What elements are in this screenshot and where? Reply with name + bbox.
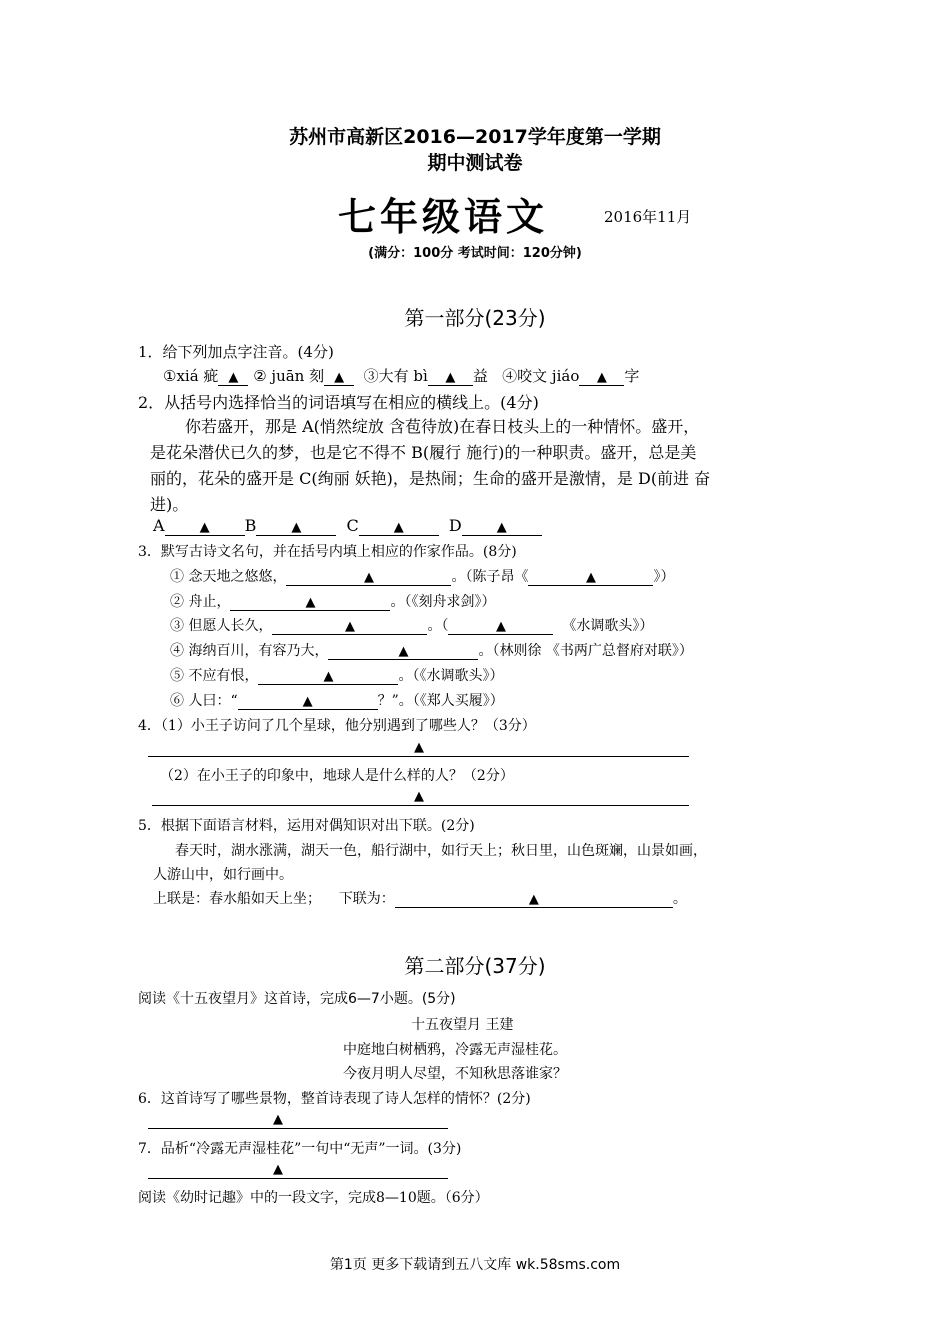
- q6-answer-line[interactable]: [148, 1128, 448, 1129]
- q3-stem: 3．默写古诗文名句，并在括号内填上相应的作家作品。(8分): [138, 544, 517, 560]
- q1-b-blank[interactable]: ▲: [324, 371, 354, 386]
- q3-l5-text: ⑤ 不应有恨，: [170, 668, 259, 684]
- title-line1: 苏州市高新区2016—2017学年度第一学期: [289, 126, 661, 148]
- q3-l2-blank[interactable]: ▲: [230, 596, 390, 611]
- q7-stem: 7．品析“冷露无声湿桂花”一句中“无声”一词。(3分): [138, 1141, 462, 1157]
- q3-line5: [170, 665, 503, 685]
- q2-label-d: D: [448, 516, 462, 535]
- q4-s1: 4．（1）小王子访问了几个星球，他分别遇到了哪些人？（3分）: [138, 718, 536, 734]
- q3-l3-blank2[interactable]: ▲: [448, 620, 553, 635]
- q4-s2: （2）在小王子的印象中，地球人是什么样的人？（2分）: [160, 768, 514, 784]
- q2-d-blank[interactable]: ▲: [462, 521, 542, 536]
- q3-line6: [170, 690, 504, 710]
- q5-p2: 人游山中，如行画中。: [153, 867, 293, 883]
- q3-line3: [170, 615, 653, 635]
- q3-l1-blank2[interactable]: ▲: [528, 571, 653, 586]
- q6-stem: 6．这首诗写了哪些景物，整首诗表现了诗人怎样的情怀？(2分): [138, 1091, 531, 1107]
- q3-l6-text: ⑥ 人曰：“: [170, 693, 238, 709]
- q1-c: ③大有 bì: [363, 367, 428, 385]
- q4-s2-answer-line[interactable]: [152, 805, 689, 806]
- q2-label-c: C: [346, 516, 359, 535]
- q2-label-b: B: [244, 516, 257, 535]
- q2-answers: [153, 516, 542, 536]
- q3-l1-text: ① 念天地之悠悠，: [170, 569, 287, 585]
- q5-stem: 5．根据下面语言材料，运用对偶知识对出下联。(2分): [138, 818, 475, 834]
- section1-title: 第一部分(23分): [404, 306, 546, 330]
- q5-answer-blank[interactable]: ▲: [395, 893, 673, 908]
- q3-line2: [170, 591, 495, 611]
- q2-p1: 你若盛开，那是 A(悄然绽放 含苞待放)在春日枝头上的一种情怀。盛开，: [185, 417, 700, 436]
- q7-answer-line[interactable]: [148, 1178, 448, 1179]
- q2-a-blank[interactable]: ▲: [165, 521, 245, 536]
- q1-d-blank[interactable]: ▲: [579, 371, 624, 386]
- q3-l6-blank[interactable]: ▲: [238, 695, 378, 710]
- exam-info: (满分：100分 考试时间：120分钟): [368, 246, 582, 261]
- q7-marker: ▲: [273, 1162, 283, 1177]
- poem-line2: 今夜月明人尽望，不知秋思落谁家？: [343, 1066, 567, 1082]
- q2-p2: 是花朵潜伏已久的梦，也是它不得不 B(履行 施行)的一种职责。盛开，总是美: [150, 443, 697, 462]
- q1-c-after: 益: [472, 367, 488, 385]
- q3-l4-source: 。（林则徐 《书两广总督府对联》）: [478, 643, 693, 659]
- poem-line1: 中庭地白树栖鸦，冷露无声湿桂花。: [343, 1042, 567, 1058]
- q3-l5-source: 。（《水调歌头》）: [398, 668, 504, 684]
- reading-intro: 阅读《幼时记趣》中的一段文字，完成8—10题。（6分）: [138, 1190, 489, 1206]
- q3-l3-text: ③ 但愿人长久，: [170, 618, 273, 634]
- q3-l1-blank[interactable]: ▲: [286, 571, 451, 586]
- q1-stem: 1．给下列加点字注音。(4分): [138, 343, 334, 361]
- q4-s1-marker: ▲: [414, 740, 424, 755]
- q3-l3-source: 《水调歌头》）: [562, 618, 654, 634]
- q5-upper: 上联是：春水船如天上坐；: [153, 891, 321, 907]
- page-footer: 第1页 更多下载请到五八文库 wk.58sms.com: [329, 1257, 621, 1273]
- q2-c-blank[interactable]: ▲: [359, 521, 439, 536]
- q4-s1-answer-line[interactable]: [148, 756, 689, 757]
- q1-d: ④咬文 jiáo: [502, 367, 580, 385]
- subject-title: 七年级语文: [338, 195, 549, 239]
- q1-d-after: 字: [624, 367, 640, 385]
- q3-l3-paren: 。（: [427, 618, 449, 634]
- q4-s2-marker: ▲: [414, 789, 424, 804]
- q5-lower: 下联为：: [338, 891, 395, 907]
- q3-l2-source: 。（《刻舟求剑》）: [390, 594, 496, 610]
- q5-p1: 春天时，湖水涨满，湖天一色，船行湖中，如行天上；秋日里，山色斑斓，山景如画，: [175, 843, 707, 859]
- q1-b: ② juān 刻: [253, 367, 325, 385]
- q1-a-blank[interactable]: ▲: [218, 371, 248, 386]
- poem-intro: 阅读《十五夜望月》这首诗，完成6—7小题。(5分): [138, 991, 456, 1007]
- q2-p3: 丽的，花朵的盛开是 C(绚丽 妖艳)，是热闹；生命的盛开是激情，是 D(前进 奋: [150, 469, 711, 488]
- q3-l2-text: ② 舟止，: [170, 594, 231, 610]
- q2-label-a: A: [153, 516, 165, 535]
- title-line2: 期中测试卷: [427, 152, 523, 174]
- q1-a: ①xiá 疵: [163, 367, 219, 385]
- q3-line4: [170, 640, 693, 660]
- exam-date: 2016年11月: [604, 208, 692, 226]
- q2-b-blank[interactable]: ▲: [256, 521, 336, 536]
- q3-l1-source: 。（陈子昂《: [451, 569, 529, 585]
- q3-l5-blank[interactable]: ▲: [258, 670, 398, 685]
- q2-stem: 2．从括号内选择恰当的词语填写在相应的横线上。(4分): [138, 393, 539, 412]
- q6-marker: ▲: [273, 1112, 283, 1127]
- q3-l3-blank[interactable]: ▲: [272, 620, 427, 635]
- q3-l4-text: ④ 海纳百川，有容乃大，: [170, 643, 329, 659]
- q1-items: [163, 365, 639, 386]
- q5-couplet: 上联是：春水船如天上坐； 下联为： ▲ 。: [153, 891, 687, 907]
- q3-l6-source: ？”。（《郑人买履》）: [377, 693, 504, 709]
- q3-line1: [170, 566, 674, 586]
- q2-p4: 进)。: [150, 495, 189, 514]
- poem-title: 十五夜望月 王建: [411, 1017, 514, 1033]
- q3-l1-close: 》）: [653, 569, 675, 585]
- section2-title: 第二部分(37分): [404, 954, 546, 978]
- q3-l4-blank[interactable]: ▲: [328, 645, 478, 660]
- q1-c-blank[interactable]: ▲: [428, 371, 473, 386]
